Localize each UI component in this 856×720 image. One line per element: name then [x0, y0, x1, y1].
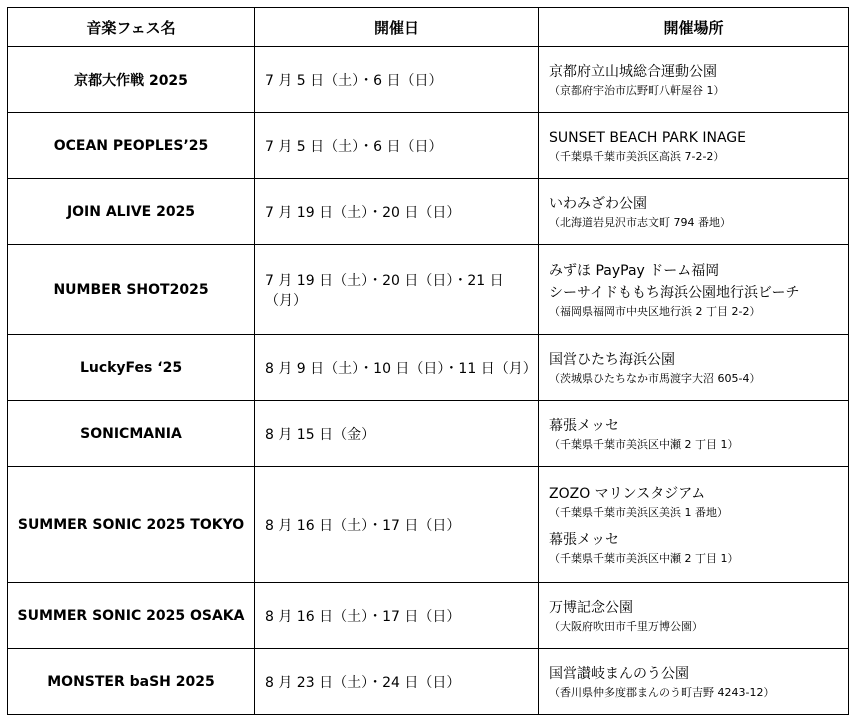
venue-name: シーサイドももち海浜公園地行浜ビーチ	[549, 284, 800, 301]
table-row	[8, 245, 849, 335]
header-date: 開催日	[255, 8, 539, 47]
venue-address: （福岡県福岡市中央区地行浜 2 丁目 2-2）	[549, 304, 761, 318]
venue-address: （香川県仲多度郡まんのう町吉野 4243-12）	[549, 685, 775, 699]
festival-date: 8 月 16 日（土）・17 日（日）	[255, 467, 539, 583]
table-row	[8, 335, 849, 401]
venue-block	[549, 260, 848, 320]
header-venue: 開催場所	[539, 8, 849, 47]
venue-name: みずほ PayPay ドーム福岡	[549, 262, 720, 279]
venue-block	[549, 483, 848, 521]
festival-date: 7 月 5 日（土）・6 日（日）	[255, 113, 539, 179]
festival-venue	[539, 47, 849, 113]
table-row	[8, 179, 849, 245]
venue-block	[549, 663, 848, 701]
table-row	[8, 113, 849, 179]
festival-date: 8 月 16 日（土）・17 日（日）	[255, 583, 539, 649]
venue-block	[549, 127, 848, 165]
venue-name: いわみざわ公園	[549, 195, 647, 212]
venue-address: （千葉県千葉市美浜区美浜 1 番地）	[549, 505, 728, 519]
festival-date: 8 月 15 日（金）	[255, 401, 539, 467]
festival-date: 7 月 19 日（土）・20 日（日）・21 日（月）	[255, 245, 539, 335]
festival-date: 8 月 23 日（土）・24 日（日）	[255, 649, 539, 715]
festival-venue	[539, 649, 849, 715]
venue-block	[549, 61, 848, 99]
festival-name: JOIN ALIVE 2025	[8, 179, 255, 245]
venue-name: 京都府立山城総合運動公園	[549, 63, 717, 80]
venue-block	[549, 349, 848, 387]
festival-date: 7 月 5 日（土）・6 日（日）	[255, 47, 539, 113]
festival-name: SUMMER SONIC 2025 TOKYO	[8, 467, 255, 583]
venue-block	[549, 597, 848, 635]
festival-venue	[539, 583, 849, 649]
venue-address: （茨城県ひたちなか市馬渡字大沼 605-4）	[549, 371, 761, 385]
venue-block	[549, 415, 848, 453]
festival-venue	[539, 113, 849, 179]
festival-date: 8 月 9 日（土）・10 日（日）・11 日（月）	[255, 335, 539, 401]
venue-address: （千葉県千葉市美浜区中瀬 2 丁目 1）	[549, 437, 739, 451]
header-festival-name: 音楽フェス名	[8, 8, 255, 47]
venue-name: SUNSET BEACH PARK INAGE	[549, 129, 746, 146]
venue-name: 国営ひたち海浜公園	[549, 351, 675, 368]
festival-venue	[539, 401, 849, 467]
table-row	[8, 401, 849, 467]
festival-name: SONICMANIA	[8, 401, 255, 467]
venue-address: （千葉県千葉市美浜区高浜 7-2-2）	[549, 149, 725, 163]
venue-address: （北海道岩見沢市志文町 794 番地）	[549, 215, 731, 229]
venue-address: （千葉県千葉市美浜区中瀬 2 丁目 1）	[549, 551, 739, 565]
table-row	[8, 467, 849, 583]
festival-venue	[539, 179, 849, 245]
venue-address: （京都府宇治市広野町八軒屋谷 1）	[549, 83, 725, 97]
festival-venue	[539, 335, 849, 401]
venue-address: （大阪府吹田市千里万博公園）	[549, 619, 703, 633]
festival-table	[7, 7, 849, 715]
festival-name: SUMMER SONIC 2025 OSAKA	[8, 583, 255, 649]
venue-name: 幕張メッセ	[549, 531, 619, 548]
venue-name: 万博記念公園	[549, 599, 633, 616]
festival-name: MONSTER baSH 2025	[8, 649, 255, 715]
festival-name: LuckyFes ‘25	[8, 335, 255, 401]
table-row	[8, 47, 849, 113]
festival-name: OCEAN PEOPLES’25	[8, 113, 255, 179]
festival-date: 7 月 19 日（土）・20 日（日）	[255, 179, 539, 245]
venue-name: ZOZO マリンスタジアム	[549, 485, 706, 502]
venue-name: 幕張メッセ	[549, 417, 619, 434]
festival-venue	[539, 245, 849, 335]
festival-name: NUMBER SHOT2025	[8, 245, 255, 335]
header-row	[8, 8, 849, 47]
venue-block	[549, 193, 848, 231]
table-row	[8, 649, 849, 715]
table-row	[8, 583, 849, 649]
venue-name: 国営讃岐まんのう公園	[549, 665, 689, 682]
festival-name: 京都大作戦 2025	[8, 47, 255, 113]
festival-venue	[539, 467, 849, 583]
venue-block	[549, 529, 848, 567]
